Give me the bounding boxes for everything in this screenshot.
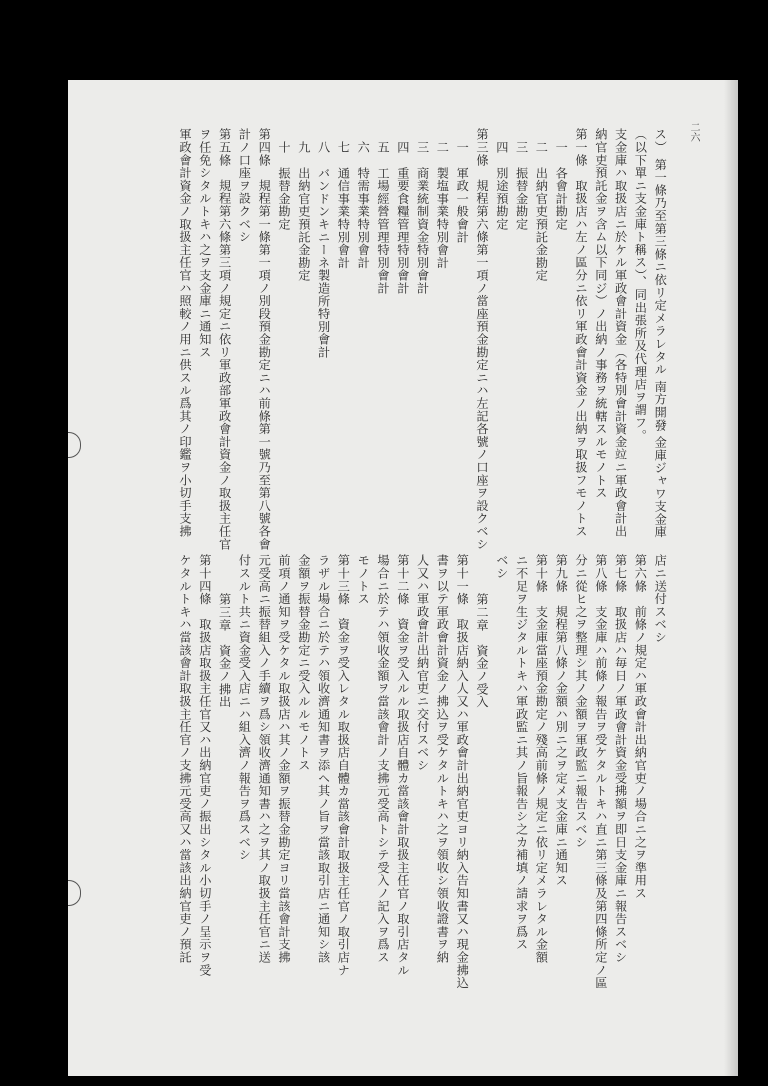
- text-column: ス） 第一條乃至第三條ニ依リ定メラレタル 南方開發 金庫ジャワ支金庫: [653, 128, 668, 539]
- text-column: 納官吏預託金ヲ含ム以下同ジ）ノ出納ノ事務ヲ統轄スルモノトス: [593, 128, 608, 500]
- text-column: 第六條 前條ノ規定ハ軍政會計出納官吏ノ場合ニ之ヲ準用ス: [633, 554, 648, 900]
- text-column: ベシ: [494, 554, 509, 580]
- text-column: 一 各會計勘定: [554, 141, 569, 231]
- text-column: 第三章 資金ノ拂出: [217, 593, 232, 709]
- text-column: モノトス: [356, 554, 371, 606]
- text-column: 計ノ口座ヲ設クベシ: [237, 128, 252, 244]
- text-column: 三 振替金勘定: [514, 141, 529, 231]
- text-column: 第三條 規程第六條第一項ノ當座預金勘定ニハ左記各號ノ口座ヲ設クベシ: [475, 128, 489, 551]
- text-column: 第十三條 資金ヲ受入レタル取扱店自體カ當該會計取扱主任官ノ取引店ナ: [336, 554, 351, 977]
- text-column: ヲ任免シタルトキハ之ヲ支金庫ニ通知ス: [197, 128, 212, 359]
- text-column: 四 重要食糧管理特別會計: [395, 141, 410, 295]
- text-column: ケタルトキハ當該會計取扱主任官ノ支拂元受高又ハ當該出納官吏ノ預託: [178, 554, 192, 964]
- text-column: 二 製塩事業特別會計: [435, 141, 450, 269]
- margin-tick: [726, 700, 734, 702]
- text-column: 九 出納官吏預託金勘定: [296, 141, 311, 282]
- text-column: 書ヲ以テ軍政會計資金ノ拂込ヲ受ケタルトキハ之ヲ領收シ領收證書ヲ納: [435, 554, 450, 964]
- text-column: 元受高ニ振替組入ノ手續ヲ爲シ領收濟通知書ハ之ヲ其ノ取扱主任官ニ送: [257, 554, 272, 964]
- text-column: 第九條 規程第八條ノ金額ハ別ニ之ヲ定メ支金庫ニ通知ス: [554, 554, 569, 887]
- text-column: 第十一條 取扱店納入人又ハ軍政會計出納官吏ヨリ納入告知書又ハ現金拂込: [455, 554, 470, 990]
- text-column: 第一條 取扱店ハ左ノ區分ニ依リ軍政會計資金ノ出納ヲ取扱フモノトス: [574, 128, 588, 538]
- text-column: 十 振替金勘定: [277, 141, 291, 231]
- binding-hole-mark: [68, 432, 81, 458]
- text-column: 軍政會計資金ノ取扱主任官ハ照較ノ用ニ供スル爲其ノ印鑑ヲ小切手支拂: [178, 128, 192, 538]
- text-column: ラザル場合ニ於テハ領收濟通知書ヲ添ヘ其ノ旨ヲ當該取引店ニ通知シ該: [316, 554, 331, 964]
- text-column: 分ニ從ヒ之ヲ整理シ其ノ金額ヲ軍政監ニ報告スベシ: [574, 554, 588, 849]
- text-column: 第二章 資金ノ受入: [475, 593, 489, 709]
- text-column: 人又ハ軍政會計出納官吏ニ交付スベシ: [415, 554, 430, 772]
- text-column: 六 特需事業特別會計: [356, 141, 371, 269]
- text-column: 三 商業統制資金特別會計: [415, 141, 430, 295]
- text-column: 四 別途預勘定: [494, 141, 509, 231]
- text-column: 五 工場經營管理特別會計: [376, 141, 390, 295]
- text-column: 第十條 支金庫當座預金勘定ノ殘高前條ノ規定ニ依リ定メラレタル金額: [534, 554, 549, 964]
- document-page: [68, 80, 738, 1076]
- margin-tick: [726, 460, 734, 462]
- text-column: 第八條 支金庫ハ前條ノ報告ヲ受ケタルトキハ直ニ第三條及第四條所定ノ區: [593, 554, 608, 990]
- text-column: 第十二條 資金ヲ受入ルル取扱店自體カ當該會計取扱主任官ノ取引店タル: [395, 554, 410, 977]
- text-column: 場合ニ於テハ領收金額ヲ當該會計ノ支拂元受高トシテ受入ノ記入ヲ爲ス: [376, 554, 390, 964]
- text-column: 第五條 規程第六條第三項ノ規定ニ依リ軍政部軍政會計資金ノ取扱主任官: [217, 128, 232, 551]
- text-column: 店ニ送付スベシ: [653, 554, 668, 644]
- text-column: ニ不足ヲ生ジタルトキハ軍政監ニ其ノ旨報告シ之カ補填ノ請求ヲ爲ス: [514, 554, 529, 951]
- page-number: 二六: [688, 122, 699, 142]
- text-column: 一 軍政一般會計: [455, 141, 470, 244]
- text-column: 第七條 取扱店ハ毎日ノ軍政會計資金受拂額ヲ即日支金庫ニ報告スベシ: [613, 554, 628, 964]
- text-column: 前項ノ通知ヲ受ケタル取扱店ハ其ノ金額ヲ振替金勘定ヨリ當該會計支拂: [277, 554, 291, 964]
- text-column: 第四條 規程第一條第一項ノ別段預金勘定ニハ前條第一號乃至第八號各會: [257, 128, 272, 551]
- text-column: （以下單ニ支金庫ト稱ス）、同出張所及代理店ヲ謂フ。: [633, 128, 648, 442]
- text-column: 付スルト共ニ資金受入店ニハ組入濟ノ報告ヲ爲スベシ: [237, 554, 252, 862]
- text-column: 八 バンドンキニーネ製造所特別會計: [316, 141, 331, 359]
- binding-hole-mark: [68, 880, 81, 906]
- text-column: 七 通信事業特別會計: [336, 141, 351, 269]
- text-column: 支金庫ハ取扱店ニ於ケル軍政會計資金（各特別會計資金竝ニ軍政會計出: [613, 128, 628, 538]
- text-column: 二 出納官吏預託金勘定: [534, 141, 549, 282]
- text-column: 金額ヲ振替金勘定ニ受入ルルモノトス: [296, 554, 311, 772]
- text-column: 第十四條 取扱店取扱主任官又ハ出納官吏ノ振出シタル小切手ノ呈示ヲ受: [197, 554, 212, 977]
